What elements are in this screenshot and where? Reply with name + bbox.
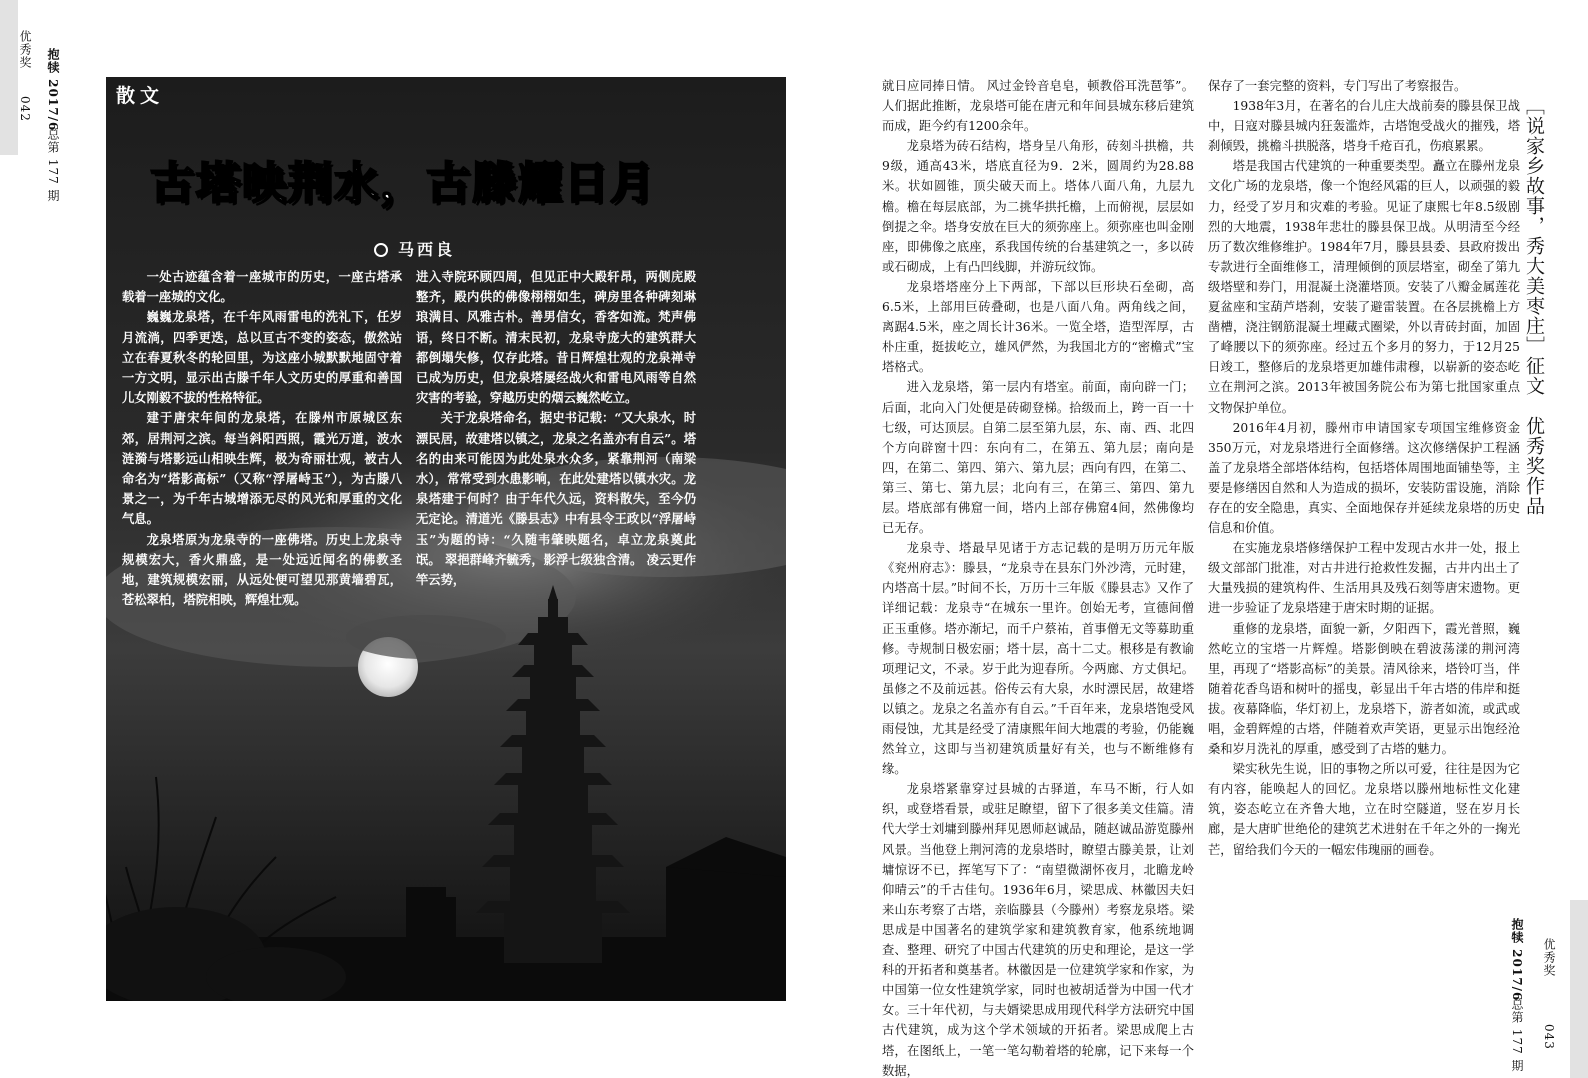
right-margin-tab bbox=[1570, 900, 1588, 1078]
right-page bbox=[794, 0, 1588, 1078]
paragraph: 龙泉塔塔座分上下两部，下部以巨形块石垒砌，高6.5米，上部用巨砖叠砌，也是八面八角。两角线之间，离踞4.5米，座之周长计36米。一览全塔，造型浑厚，古朴庄重，挺拔屹立，雄风俨然，为我国北方的“密檐式”宝塔格式。 bbox=[882, 279, 1194, 375]
article-title: 古塔映荆水，古滕耀日月 bbox=[150, 158, 656, 209]
circle-bullet-icon bbox=[374, 243, 388, 257]
paragraph: 重修的龙泉塔，面貌一新，夕阳西下，霞光普照，巍然屹立的宝塔一片辉煌。塔影倒映在碧波荡漾的荆河湾里，再现了“塔影高标”的美景。清风徐来，塔铃叮当，伴随着花香鸟语和树叶的摇曳，彰显出千年古塔的伟岸和挺拔。夜幕降临，华灯初上，龙泉塔下，游者如流，或武或唱，金碧辉煌的古塔，伴随着欢声笑语，更显示出饱经沧桑和岁月洗礼的厚重，感受到了古塔的魅力。 bbox=[1208, 621, 1520, 757]
text-column-1 bbox=[882, 76, 1194, 1078]
paragraph: 龙泉寺、塔最早见诸于方志记载的是明万历元年版《兖州府志》：滕县，“龙泉寺在县东门外沙湾，元时建，内塔高十层。”时间不长，万历十三年版《滕县志》又作了详细记载：龙泉寺“在城东一里许。创始无考，宣德间僧正玉重修。塔亦渐圮，而千户蔡祐，首事僧无文等募助重修。寺规制日极宏丽；塔十层，高十二丈。根移是有教谕项理记文，不录。岁于此为迎春所。今两廊、方丈俱圮。虽修之不及前远甚。俗传云有大泉，水时漂民居，故建塔以镇之。龙泉之名盖亦有自云。”千百年来，龙泉塔饱受风雨侵蚀，尤其是经受了清康熙年间大地震的考验，仍能巍然耸立，这即与当初建筑质量好有关，也与不断维修有缘。 bbox=[882, 541, 1194, 777]
right-journal-label: 抱犊 2017/6 bbox=[1510, 918, 1524, 1002]
paragraph: 梁实秋先生说，旧的事物之所以可爱，往往是因为它有内容，能唤起人的回忆。龙泉塔以滕州地标性文化建筑，姿态屹立在齐鲁大地，立在时空隧道，竖在岁月长廊，是大唐旷世绝伦的建筑艺术进射在千年之外的一掬光芒，留给我们今天的一幅宏伟瑰丽的画卷。 bbox=[1208, 762, 1520, 857]
author-line bbox=[374, 237, 455, 260]
right-award-label: 优秀奖 bbox=[1542, 938, 1556, 977]
section-label: 散文 bbox=[116, 85, 165, 107]
paragraph: 进入龙泉塔，第一层内有塔室。前面，南向辟一门；后面，北向入门处便是砖砌登梯。拾级而上，跨一百一十七级，可达顶层。自第二层至第九层，东、南、西、北四个方向辟窗十四：东向有二，在第五、第九层；南向是四，在第二、第四、第六、第九层；西向有四，在第二、第三、第七、第九层；北向有三，在第三、第四、第九层。塔底部有佛窟一间，塔内上部存佛窟4间，然佛像均已无存。 bbox=[882, 380, 1194, 536]
paragraph: 建于唐宋年间的龙泉塔，在滕州市原城区东郊，居荆河之滨。每当斜阳西照，霞光万道，波水涟漪与塔影远山相映生辉，极为奇丽壮观，被古人命名为“塔影高标”（又称“浮屠峙玉”），为古滕八景之一，为千年古城增添无尽的风光和厚重的文化气息。 bbox=[122, 410, 402, 527]
left-issue-label: 总第 177 期 bbox=[46, 128, 60, 203]
hero-text-column-2 bbox=[416, 267, 696, 590]
paragraph: 巍巍龙泉塔，在千年风雨雷电的洗礼下，任岁月流淌，四季更迭，总以亘古不变的姿态，傲然站立在春夏秋冬的轮回里，为这座小城默默地固守着一方文明，显示出古滕千年人文历史的厚重和善国儿女刚毅不拔的性格特征。 bbox=[122, 309, 402, 406]
left-journal-label: 抱犊 2017/6 bbox=[46, 48, 60, 132]
paragraph: 龙泉塔原为龙泉寺的一座佛塔。历史上龙泉寺规模宏大，香火鼎盛，是一处远近闻名的佛教圣地，建筑规模宏丽，从远处便可望见那黄墙碧瓦，苍松翠柏，塔院相映，辉煌壮观。 bbox=[122, 531, 402, 608]
right-issue-label: 总第 177 期 bbox=[1510, 998, 1524, 1073]
paragraph: 龙泉塔紧靠穿过县城的古驿道，车马不断，行人如织，或登塔看景，或驻足瞭望，留下了很多美文佳篇。清代大学士刘墉到滕州拜见恩师赵诚品，随赵诚品游览滕州风景。当他登上荆河湾的龙泉塔时，瞭望古滕美景，让刘墉惊讶不已，挥笔写下了：“南望微湖怀夜月，北瞻龙岭仰晴云”的千古佳句。1936年6月，梁思成、林徽因夫妇来山东考察了古塔，亲临滕县（今滕州）考察龙泉塔。梁思成是中国著名的建筑学家和建筑教育家，他系统地调查、整理、研究了中国古代建筑的历史和理论，是这一学科的开拓者和奠基者。林徽因是一位建筑学家和作家，为中国第一位女性建筑学家，同时也被胡适誉为中国一代才女。三十年代初，与夫婿梁思成用现代科学方法研究中国古代建筑，成为这个学术领域的开拓者。梁思成爬上古塔，在图纸上，一笔一笔勾勒着塔的轮廓，记下来每一个数据， bbox=[882, 782, 1194, 1078]
paragraph: 保存了一套完整的资料，专门写出了考察报告。 bbox=[1208, 79, 1467, 93]
left-award-label: 优秀奖 bbox=[18, 30, 32, 69]
paragraph: 在实施龙泉塔修缮保护工程中发现古水井一处，报上级文部部门批准，对古井进行抢救性发掘，古井内出土了大量残损的建筑构件、生活用具及残石刻等唐宋遗物。更进一步验证了龙泉塔建于唐宋时期的证据。 bbox=[1208, 541, 1520, 616]
paragraph: 一处古迹蕴含着一座城市的历史，一座古塔承载着一座城的文化。 bbox=[122, 269, 402, 305]
contest-vertical-title: ［说家乡故事，秀大美枣庄］征文 优秀奖作品 bbox=[1523, 96, 1545, 516]
paragraph: 塔是我国古代建筑的一种重要类型。矗立在滕州龙泉文化广场的龙泉塔，像一个饱经风霜的巨人，以顽强的毅力，经受了岁月和灾难的考验。见证了康熙七年8.5级剧烈的大地震，1938年悲壮的滕县保卫战。从明清至今经历了数次维修维护。1984年7月，滕县县委、县政府拨出专款进行全面维修工，清理倾倒的顶层塔室，砌垒了第九级塔壁和券门，用混凝土浇灌塔顶。安装了八瓣金属莲花夏盆座和宝葫芦塔刹，安装了避雷装置。在各层挑檐上方凿槽，浇注钢筋混凝土埋藏式圈梁，外以青砖封面，加固了峰腰以下的须弥座。经过五个多月的努力，于12月25日竣工，整修后的龙泉塔更加雄伟肃穆，以崭新的姿态屹立在荆河之滨。2013年被国务院公布为第七批国家重点文物保护单位。 bbox=[1208, 159, 1520, 415]
left-page-number: 042 bbox=[18, 96, 32, 122]
right-page-number: 043 bbox=[1542, 1024, 1556, 1050]
paragraph: 关于龙泉塔命名，据史书记载：“又大泉水，时漂民居，故建塔以镇之，龙泉之名盖亦有自云”。塔名的由来可能因为此处泉水众多，紧靠荆河（南梁水），常常受到水患影响，在此处建塔以镇水灾。龙泉塔建于何时？由于年代久远，资料散失，至今仍无定论。清道光《滕县志》中有县令王政以“浮屠峙玉”为题的诗：“久随韦肇映题名，卓立龙泉奠此氓。 翠挹群峰齐毓秀，影浮七级独含清。 凌云更作竿云势， bbox=[416, 410, 696, 588]
paragraph: 进入寺院环顾四周，但见正中大殿轩昂，两侧庑殿整齐，殿内供的佛像栩栩如生，碑房里各种碑刻琳琅满目、风雅古朴。善男信女，香客如流。梵声佛语，终日不断。清末民初，龙泉寺庞大的建筑群大都倒塌失修，仅存此塔。昔日辉煌壮观的龙泉禅寺已成为历史，但龙泉塔屡经战火和雷电风雨等自然灾害的考验，穿越历史的烟云巍然屹立。 bbox=[416, 269, 696, 406]
paragraph: 1938年3月，在著名的台儿庄大战前奏的滕县保卫战中，日寇对滕县城内狂轰滥炸，古塔饱受战火的摧残，塔刹倾毁，挑檐斗拱脱落，塔身千疮百孔，伤痕累累。 bbox=[1208, 99, 1520, 154]
paragraph: 龙泉塔为砖石结构，塔身呈八角形，砖刻斗拱檐，共9级，通高43米，塔底直径为9．2米，圆周约为28.88米。状如圆锥，顶尖破天而上。塔体八面八角，九层九檐。檐在每层底部，为二挑华拱托檐，上而俯视，层层如倒提之伞。塔身安放在巨大的须弥座上。须弥座也叫金刚座，即佛像之底座，系我国传统的台基建筑之一，多以砖或石砌成，上有凸凹线脚，并游玩纹饰。 bbox=[882, 139, 1194, 274]
author-name: 马西良 bbox=[398, 240, 456, 259]
hero-text-column-1 bbox=[122, 267, 402, 610]
text-column-2 bbox=[1208, 76, 1520, 860]
paragraph: 2016年4月初，滕州市申请国家专项国宝维修资金350万元，对龙泉塔进行全面修缮。这次修缮保护工程涵盖了龙泉塔全部塔体结构，包括塔体周围地面铺垫等，主要是修缮因自然和人为造成的损坏，安装防雷设施，消除存在的安全隐患，真实、全面地保存并延续龙泉塔的历史信息和价值。 bbox=[1208, 420, 1520, 536]
paragraph: 就日应同捧日情。 风过金铃音皂皂，顿教俗耳洗琶筝”。人们据此推断，龙泉塔可能在唐元和年间县城东移后建筑而成，距今约有1200余年。 bbox=[882, 79, 1194, 134]
left-margin-tab bbox=[0, 0, 18, 155]
hero-photo-panel bbox=[106, 77, 786, 1001]
